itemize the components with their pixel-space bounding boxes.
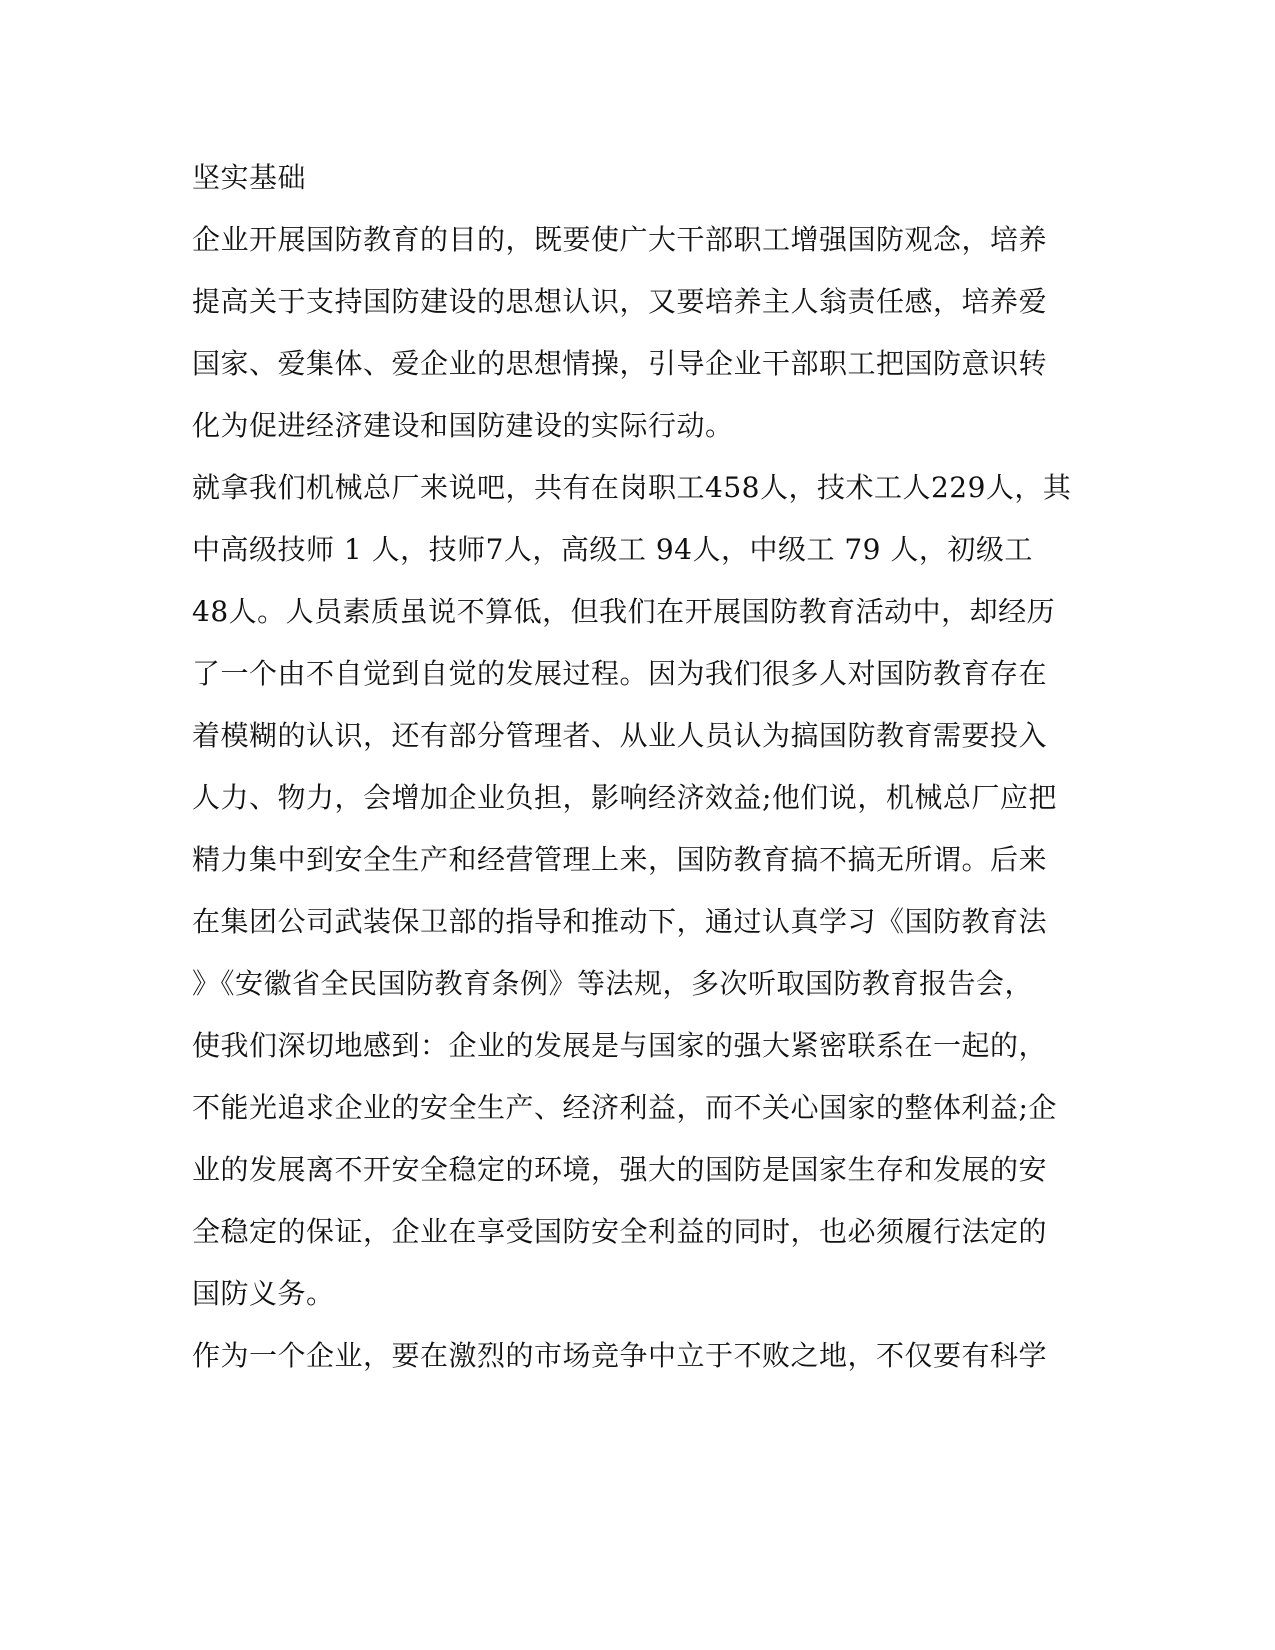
- paragraph-line: 企业开展国防教育的目的，既要使广大干部职工增强国防观念，培养: [192, 223, 1048, 256]
- paragraph-line: 提高关于支持国防建设的思想认识，又要培养主人翁责任感，培养爱: [192, 285, 1048, 318]
- paragraph-line: 中高级技师 1 人，技师7人，高级工 94人，中级工 79 人，初级工: [192, 533, 1033, 566]
- paragraph-line: 使我们深切地感到：企业的发展是与国家的强大紧密联系在一起的，: [192, 1029, 1048, 1062]
- paragraph-line: 国防义务。: [192, 1277, 335, 1310]
- paragraph-line: 精力集中到安全生产和经营管理上来，国防教育搞不搞无所谓。后来: [192, 843, 1048, 876]
- paragraph-line: 了一个由不自觉到自觉的发展过程。因为我们很多人对国防教育存在: [192, 657, 1048, 690]
- paragraph-line: 人力、物力，会增加企业负担，影响经济效益;他们说，机械总厂应把: [192, 781, 1057, 814]
- paragraph-line: 在集团公司武装保卫部的指导和推动下，通过认真学习《国防教育法: [192, 905, 1048, 938]
- paragraph-line: 作为一个企业，要在激烈的市场竞争中立于不败之地，不仅要有科学: [192, 1339, 1048, 1372]
- paragraph-line: 》《安徽省全民国防教育条例》等法规，多次听取国防教育报告会，: [192, 967, 1034, 1000]
- paragraph-line: 就拿我们机械总厂来说吧，共有在岗职工458人，技术工人229人，其: [192, 471, 1072, 504]
- paragraph-line: 国家、爱集体、爱企业的思想情操，引导企业干部职工把国防意识转: [192, 347, 1048, 380]
- paragraph-line: 全稳定的保证，企业在享受国防安全利益的同时，也必须履行法定的: [192, 1215, 1048, 1248]
- paragraph-line: 48人。人员素质虽说不算低，但我们在开展国防教育活动中，却经历: [192, 595, 1056, 628]
- paragraph-line: 不能光追求企业的安全生产、经济利益，而不关心国家的整体利益;企: [192, 1091, 1057, 1124]
- paragraph-line: 着模糊的认识，还有部分管理者、从业人员认为搞国防教育需要投入: [192, 719, 1048, 752]
- section-heading: 坚实基础: [192, 161, 307, 194]
- paragraph-line: 业的发展离不开安全稳定的环境，强大的国防是国家生存和发展的安: [192, 1153, 1048, 1186]
- paragraph-line: 化为促进经济建设和国防建设的实际行动。: [192, 409, 734, 442]
